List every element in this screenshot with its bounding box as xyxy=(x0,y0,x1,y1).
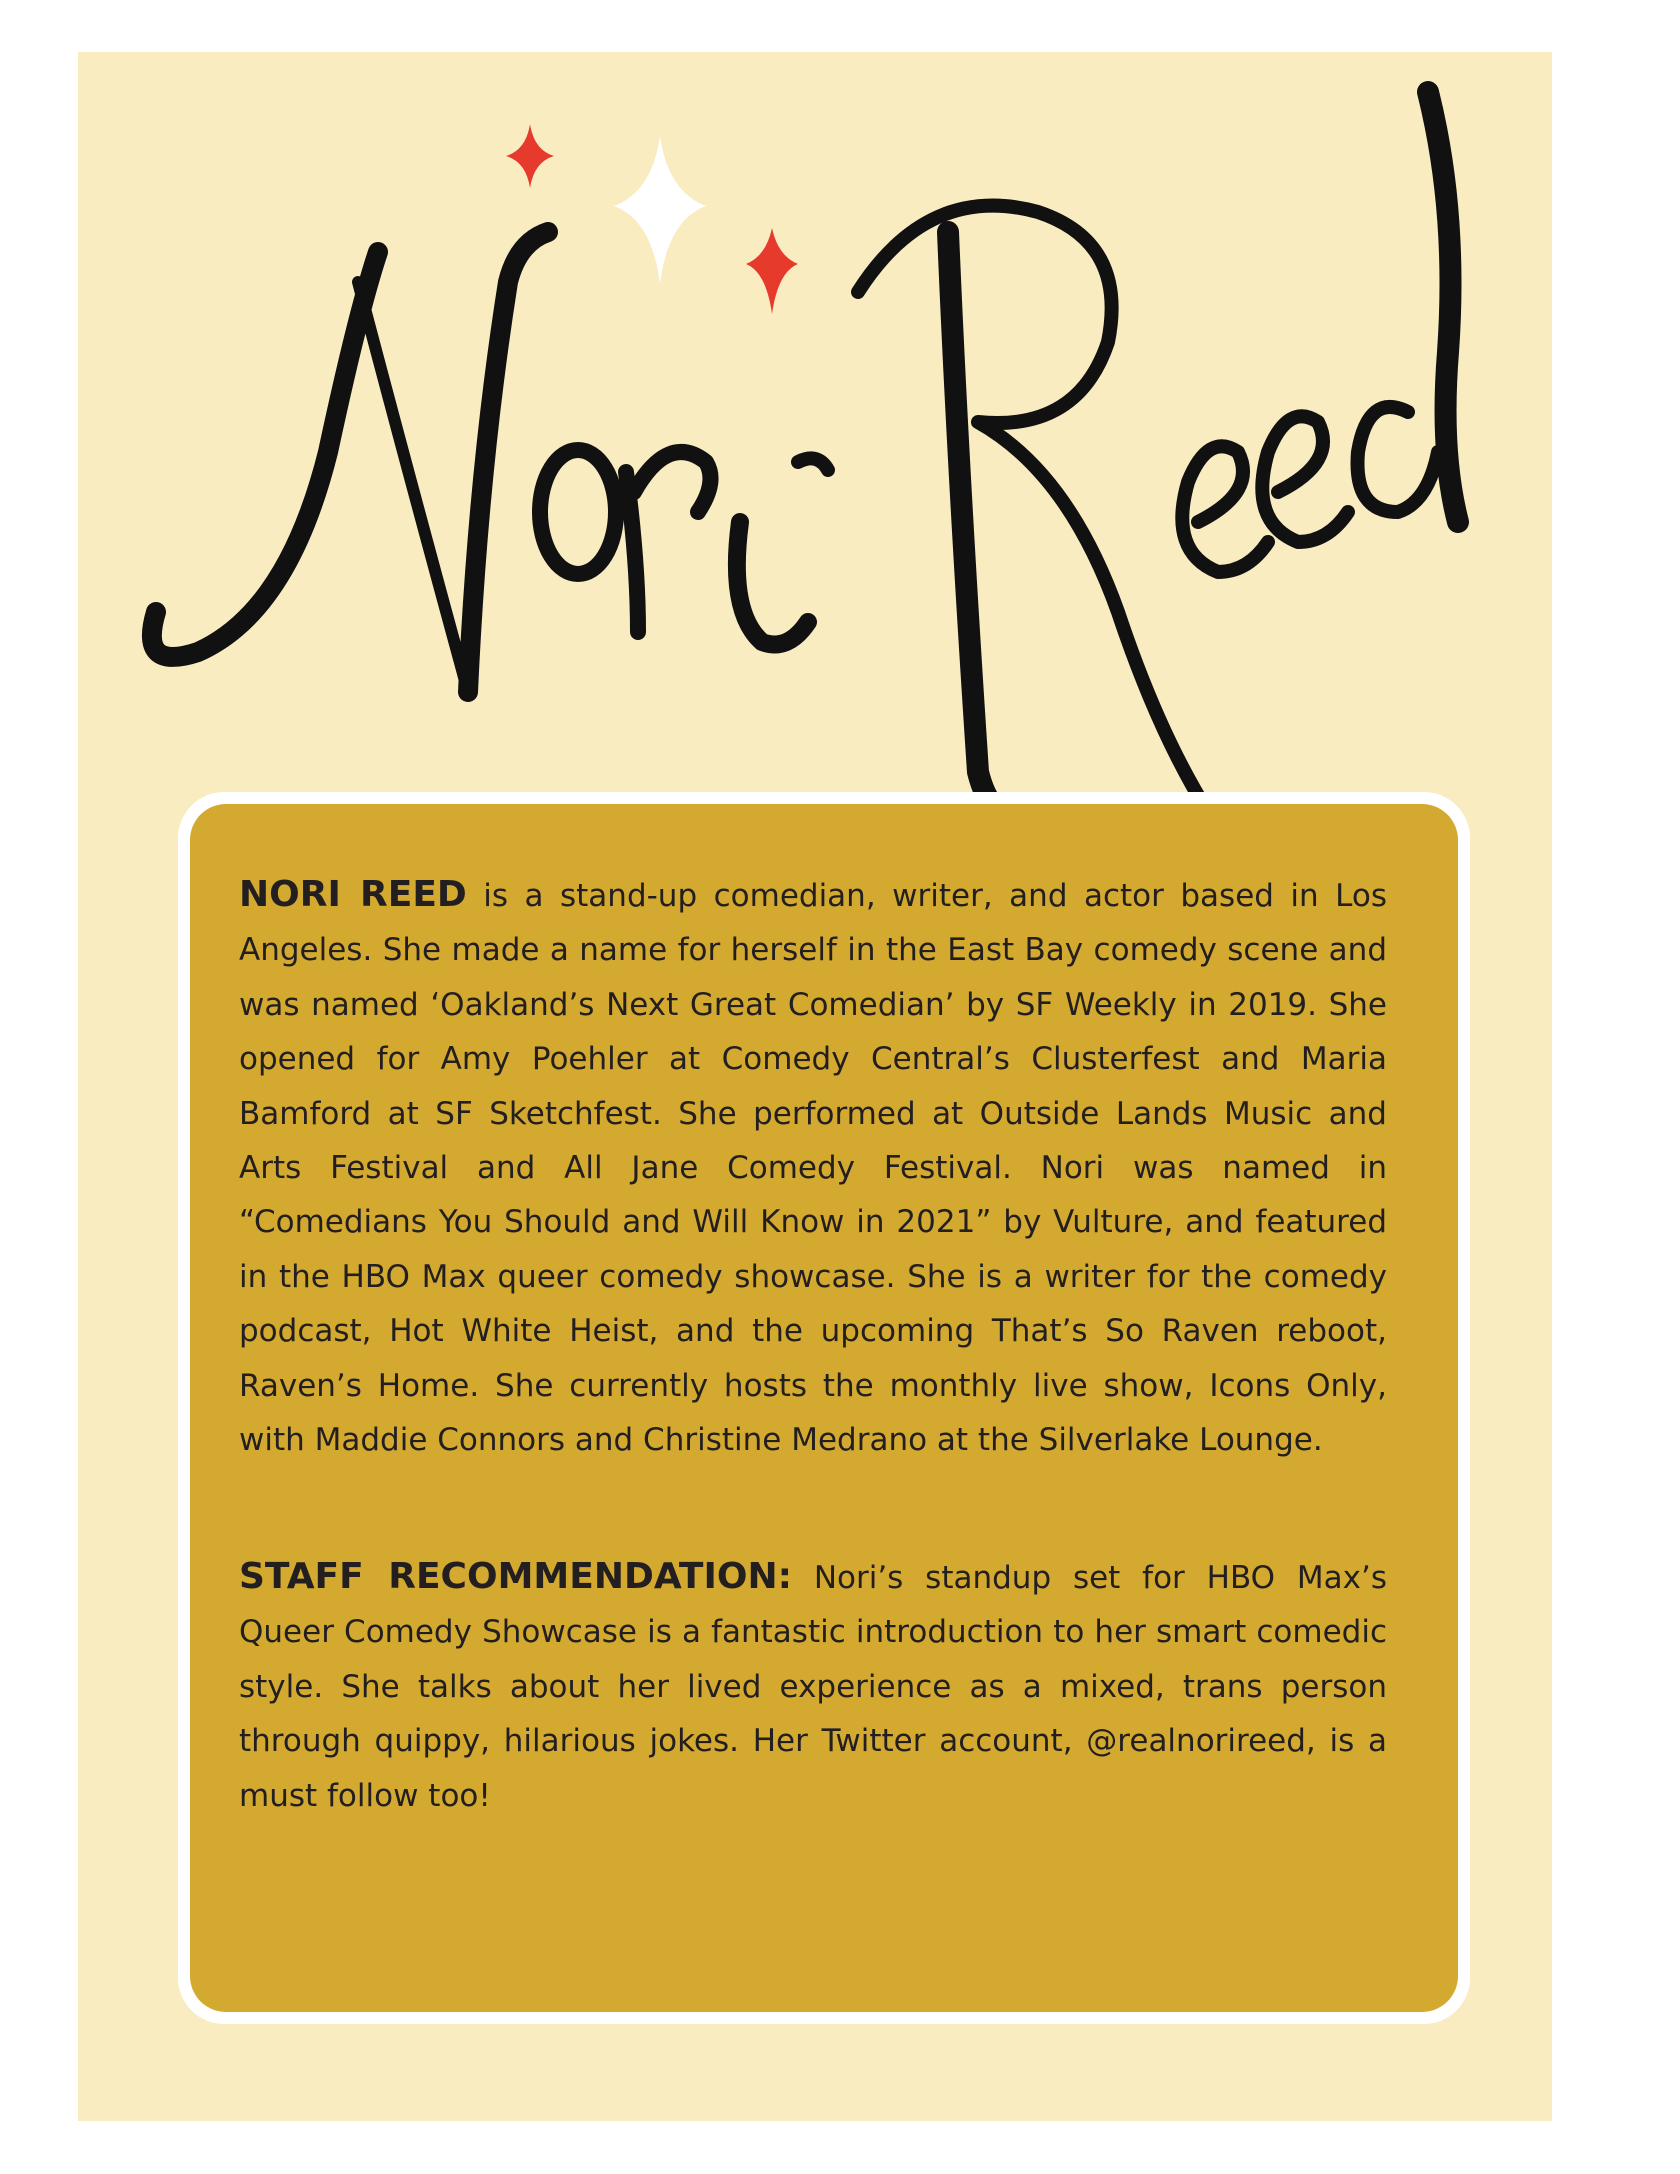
bio-text: is a stand-up comedian, writer, and actor based in Los Angeles. She made a name for herself in the East Bay comedy scene and was named ‘Oakland’s Next Great Comedian’ by SF Weekly in 2019. She opened for Amy Poehler at Comedy Central’s Clusterfest and Maria Bamford at SF Sketchfest. She performed at Outside Lands Music and Arts Festival and All Jane Comedy Festival. Nori was named in “Comedians You Should and Will Know in 2021” by Vulture, and featured in the HBO Max queer comedy showcase. She is a writer for the comedy podcast, Hot White Heist, and the upcoming That’s So Raven reboot, Raven’s Home. She currently hosts the monthly live show, Icons Only, with Maddie Connors and Christine Medrano at the Silverlake Lounge. xyxy=(239,878,1387,1459)
recommendation-heading: STAFF RECOMMENDATION: xyxy=(239,1556,792,1597)
bio-panel-border xyxy=(178,792,1470,2024)
letter-i-dot xyxy=(798,458,828,470)
hand-lettered-title xyxy=(78,52,1552,852)
bio-paragraph xyxy=(239,868,1387,1467)
nori-reed-lettering xyxy=(152,92,1458,812)
letter-r-capital xyxy=(858,206,1208,812)
letter-r-capital xyxy=(948,232,1008,812)
letter-n xyxy=(468,232,548,692)
red-sparkle-icon xyxy=(746,228,798,314)
bio-lead-name: NORI REED xyxy=(239,874,467,915)
page xyxy=(78,52,1552,2121)
letter-n xyxy=(152,252,378,657)
letter-o xyxy=(540,450,616,574)
white-sparkle-icon xyxy=(614,136,706,284)
letter-e xyxy=(1182,446,1268,572)
bio-panel xyxy=(190,804,1458,2012)
recommendation-paragraph xyxy=(239,1550,1387,1823)
letter-r xyxy=(626,452,711,632)
letter-e xyxy=(1262,416,1348,542)
letter-n xyxy=(358,282,468,692)
letter-d xyxy=(1358,407,1439,512)
red-sparkle-icon xyxy=(506,124,554,188)
recommendation-text: Nori’s standup set for HBO Max’s Queer Comedy Showcase is a fantastic introduction to her smart comedic style. She talks about her lived experience as a mixed, trans person through quippy, hilarious jokes. Her Twitter account, @realnorireed, is a must follow too! xyxy=(239,1560,1387,1814)
title-lettering-art xyxy=(78,52,1552,852)
letter-i xyxy=(737,522,808,645)
